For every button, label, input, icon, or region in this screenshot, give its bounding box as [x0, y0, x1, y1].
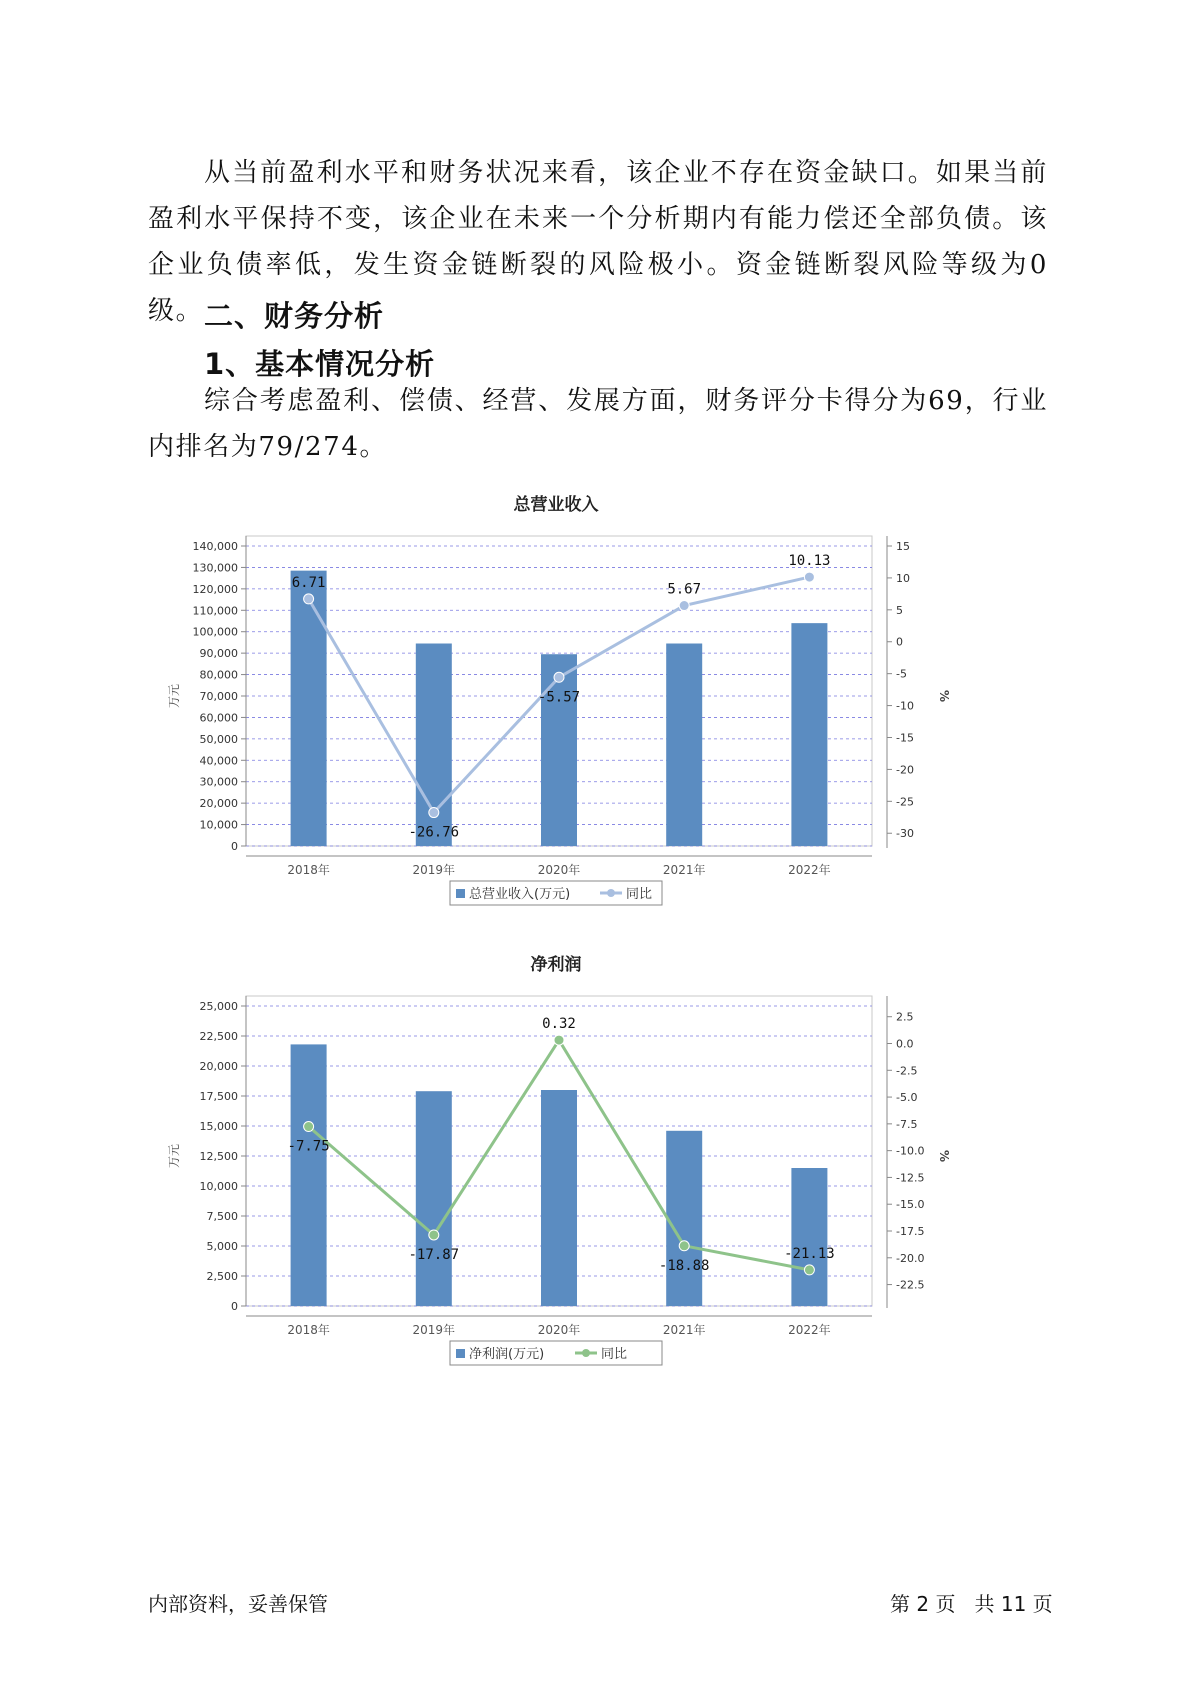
y2-tick-label: -2.5: [896, 1064, 918, 1078]
x-tick-label: 2018年: [287, 1323, 330, 1337]
y-tick-label: 100,000: [192, 625, 238, 639]
y2-tick-label: -10: [896, 699, 914, 713]
yoy-point: [304, 594, 314, 604]
y-tick-label: 0: [231, 840, 238, 853]
y-tick-label: 22,500: [199, 1030, 238, 1043]
y-tick-label: 20,000: [199, 797, 238, 811]
y-tick-label: 5,000: [206, 1240, 238, 1253]
y2-tick-label: 2.5: [896, 1010, 914, 1024]
bar: [291, 571, 327, 846]
yoy-data-label: -18.88: [658, 1257, 710, 1274]
x-tick-label: 2021年: [662, 1323, 706, 1337]
y-tick-label: 60,000: [199, 711, 238, 725]
paragraph-funding-gap: 从当前盈利水平和财务状况来看，该企业不存在资金缺口。如果当前盈利水平保持不变，该企业在未来一个分析期内有能力偿还全部负债。该企业负债率低，发生资金链断裂的风险极小。资金链断裂风险等级为0级。: [148, 158, 1048, 326]
y2-tick-label: -30: [896, 827, 914, 841]
y2-tick-label: -20: [896, 763, 914, 777]
y-tick-label: 25,000: [199, 1000, 238, 1013]
x-tick-label: 2020年: [537, 863, 581, 877]
y2-tick-label: -20.0: [896, 1251, 925, 1265]
y-tick-label: 80,000: [199, 668, 238, 682]
y2-tick-label: -15.0: [896, 1198, 925, 1212]
yoy-data-label: -7.75: [287, 1138, 330, 1155]
y-tick-label: 15,000: [199, 1120, 238, 1133]
yoy-data-label: -5.57: [537, 689, 581, 706]
chart-title: 总营业收入: [513, 495, 599, 515]
x-tick-label: 2022年: [788, 1323, 831, 1337]
footer-confidential: 内部资料，妥善保管: [148, 1592, 328, 1616]
legend-label-line: 同比: [601, 1347, 628, 1362]
y-tick-label: 130,000: [192, 561, 238, 575]
bar: [791, 1168, 827, 1306]
yoy-data-label: 0.32: [542, 1016, 576, 1033]
legend-label-bar: 总营业收入(万元): [469, 887, 571, 902]
yoy-point: [679, 601, 689, 611]
footer-page-number: 第 2 页 共 11 页: [890, 1592, 1053, 1616]
y-tick-label: 10,000: [199, 1180, 238, 1193]
yoy-data-label: -21.13: [784, 1245, 835, 1262]
bar: [791, 623, 827, 846]
y-tick-label: 0: [231, 1300, 238, 1313]
yoy-data-label: 6.71: [291, 574, 326, 591]
legend-swatch-point: [607, 889, 615, 897]
y2-tick-label: 10: [896, 571, 910, 585]
y2-tick-label: 0.0: [896, 1037, 914, 1051]
x-tick-label: 2019年: [412, 1323, 456, 1337]
y2-tick-label: -7.5: [896, 1117, 918, 1131]
y-tick-label: 110,000: [192, 604, 238, 618]
section-heading: 二、财务分析: [204, 299, 385, 333]
y-tick-label: 140,000: [192, 540, 238, 553]
yoy-point: [304, 1122, 314, 1132]
yoy-point: [554, 672, 564, 682]
y2-tick-label: -22.5: [896, 1278, 925, 1292]
y-tick-label: 10,000: [199, 818, 238, 832]
y2-tick-label: -12.5: [896, 1171, 925, 1185]
y-axis-label: 万元: [167, 1143, 181, 1169]
chart-title: 净利润: [530, 955, 582, 975]
legend-swatch-point: [582, 1349, 590, 1357]
bar: [541, 654, 577, 846]
y-tick-label: 20,000: [199, 1060, 238, 1073]
x-tick-label: 2018年: [287, 863, 330, 877]
yoy-data-label: -26.76: [408, 824, 460, 841]
y-tick-label: 30,000: [199, 775, 238, 789]
y2-tick-label: -5: [896, 667, 907, 681]
subsection-heading: 1、基本情况分析: [204, 347, 436, 381]
y2-tick-label: 5: [896, 603, 903, 617]
yoy-data-label: -17.87: [408, 1246, 460, 1263]
legend-label-bar: 净利润(万元): [469, 1347, 545, 1362]
y-tick-label: 12,500: [199, 1150, 238, 1163]
y-tick-label: 17,500: [199, 1090, 238, 1103]
legend-label-line: 同比: [626, 887, 653, 902]
bar: [666, 1131, 702, 1306]
yoy-point: [429, 808, 439, 818]
yoy-point: [804, 572, 814, 582]
chart-revenue: [167, 488, 1030, 928]
y2-tick-label: 0: [896, 635, 903, 649]
revenue-chart-svg: [167, 488, 1030, 928]
legend-swatch-bar: [456, 1349, 465, 1358]
y2-tick-label: -5.0: [896, 1091, 918, 1105]
y2-tick-label: -25: [896, 795, 914, 809]
y-tick-label: 50,000: [199, 732, 238, 746]
yoy-point: [429, 1230, 439, 1240]
y2-axis-label: %: [937, 1149, 951, 1163]
y-tick-label: 40,000: [199, 754, 238, 768]
x-tick-label: 2020年: [537, 1323, 581, 1337]
y2-tick-label: -10.0: [896, 1144, 925, 1158]
bar: [666, 644, 702, 847]
y-tick-label: 90,000: [199, 647, 238, 661]
bar: [416, 1091, 452, 1306]
yoy-point: [679, 1241, 689, 1251]
yoy-data-label: 10.13: [788, 553, 831, 570]
y2-axis-label: %: [937, 689, 951, 703]
y-axis-label: 万元: [167, 683, 181, 709]
bar: [541, 1090, 577, 1306]
y2-tick-label: 15: [896, 540, 910, 553]
yoy-point: [554, 1035, 564, 1045]
y2-tick-label: -17.5: [896, 1225, 925, 1238]
x-tick-label: 2021年: [662, 863, 706, 877]
y-tick-label: 2,500: [206, 1270, 238, 1283]
x-tick-label: 2019年: [412, 863, 456, 877]
x-tick-label: 2022年: [788, 863, 831, 877]
y-tick-label: 120,000: [192, 582, 238, 596]
net-profit-chart-svg: [167, 948, 1030, 1388]
bar: [291, 1044, 327, 1306]
y-tick-label: 70,000: [199, 690, 238, 703]
yoy-data-label: 5.67: [667, 581, 702, 598]
y2-tick-label: -15: [896, 731, 914, 745]
paragraph-scorecard: 综合考虑盈利、偿债、经营、发展方面，财务评分卡得分为69，行业内排名为79/274。: [148, 386, 1048, 462]
legend-swatch-bar: [456, 889, 465, 898]
chart-net-profit: [167, 948, 1030, 1388]
yoy-point: [804, 1265, 814, 1275]
y-tick-label: 7,500: [206, 1210, 238, 1223]
